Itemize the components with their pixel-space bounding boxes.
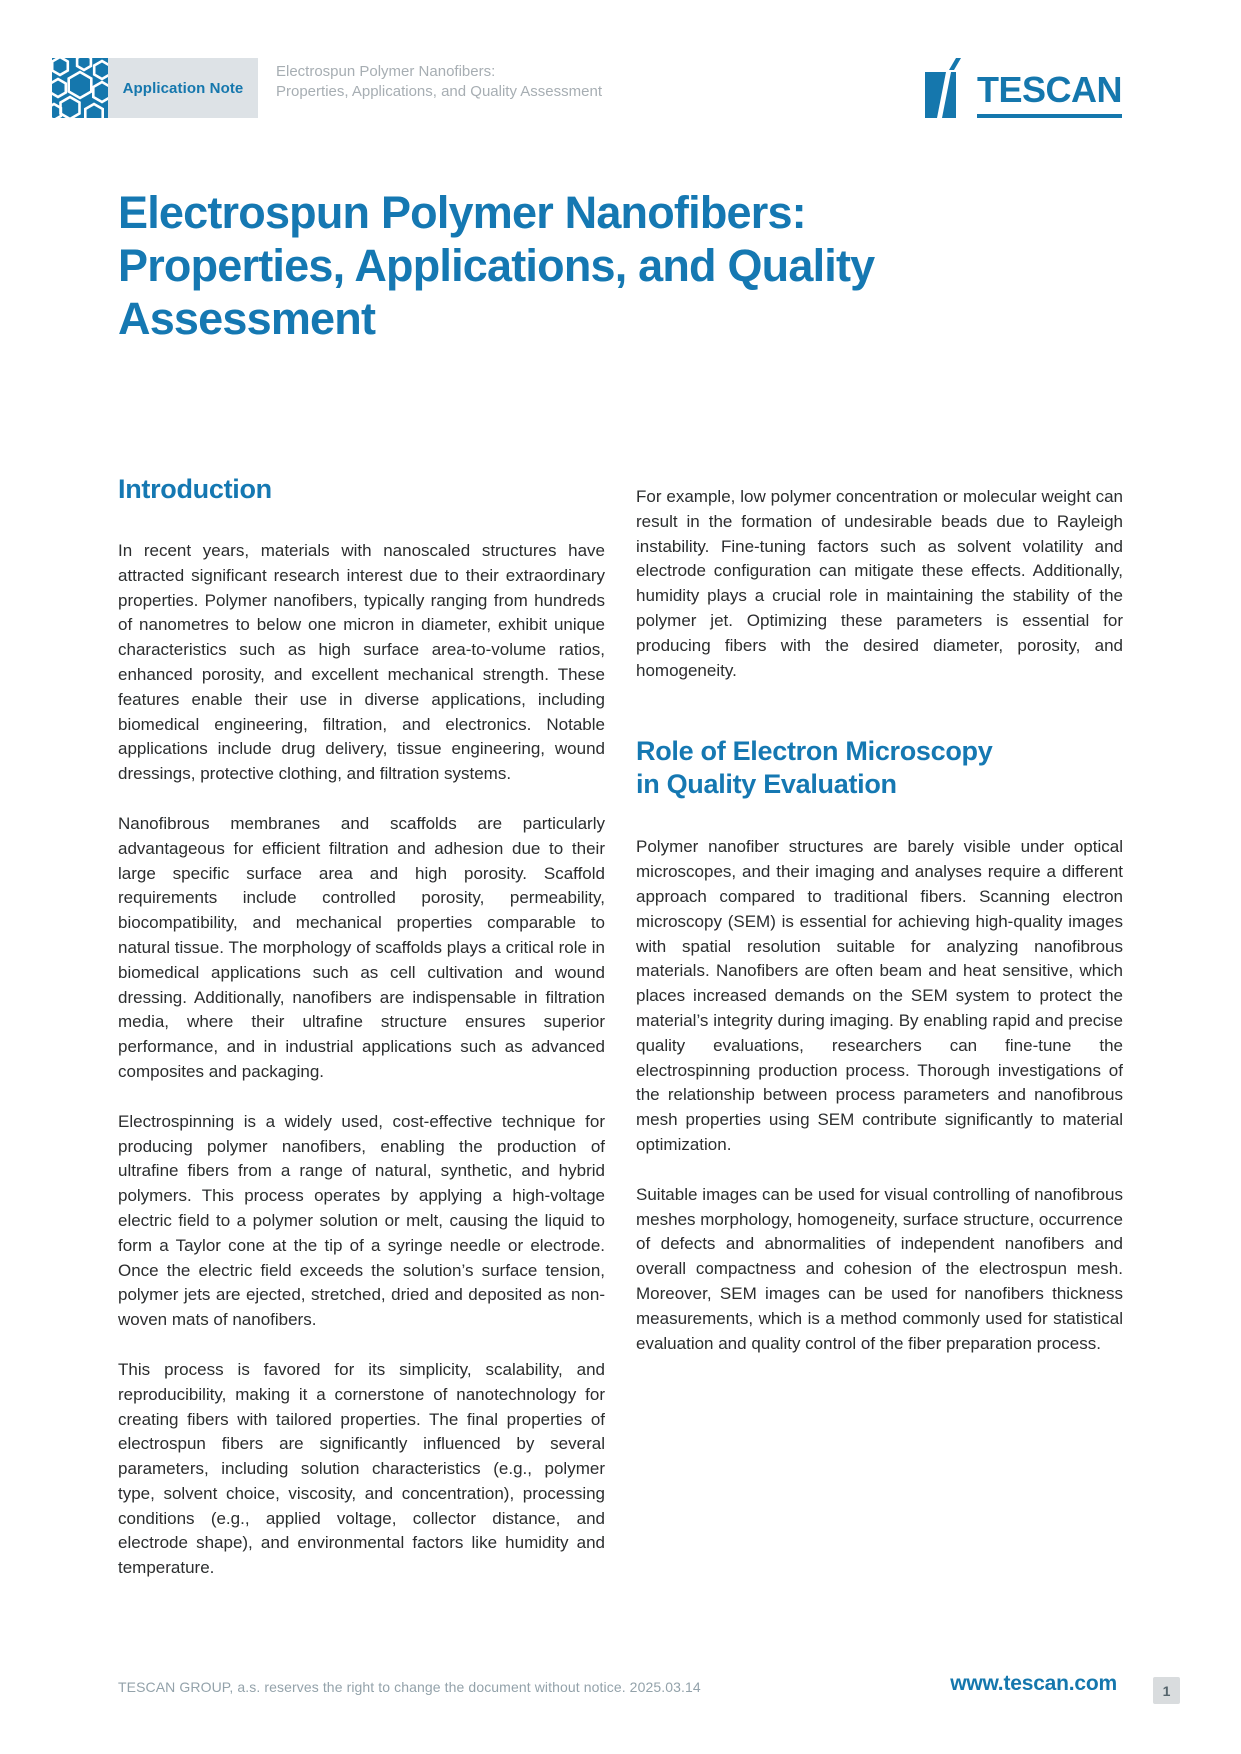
microscopy-heading-line1: Role of Electron Microscopy [636,736,993,767]
header-doc-title-line2: Properties, Applications, and Quality Assessment [276,83,603,100]
application-note-badge [108,58,258,118]
introduction-paragraph-3: Electrospinning is a widely used, cost-effective technique for producing polymer nanofibers, enabling the production of ultrafine fibers from a range of natural, synthetic, and hybrid polymers. This process operates by applying a high-voltage electric field to a polymer solution or melt, causing the liquid to form a Taylor cone at the tip of a syringe needle or electrode. Once the electric field exceeds the solution’s surface tension, polymer jets are ejected, stretched, dried and deposited as non-woven mats of nanofibers. [118,1111,605,1330]
footer-page-number: 1 [1153,1677,1180,1704]
parameters-paragraph: For example, low polymer concentration or molecular weight can result in the formation of undesirable beads due to Rayleigh instability. Fine-tuning factors such as solvent volatility and electrode configuration can mitigate these effects. Additionally, humidity plays a crucial role in maintaining the stability of the polymer jet. Optimizing these parameters is essential for producing fibers with the desired diameter, porosity, and homogeneity. [636,487,1123,680]
introduction-paragraph-2: Nanofibrous membranes and scaffolds are particularly advantageous for efficient filtration and adhesion due to their large specific surface area and high porosity. Scaffold requirements include controlled porosity, permeability, biocompatibility, and mechanical properties comparable to natural tissue. The morphology of scaffolds plays a critical role in biomedical applications such as cell cultivation and wound dressing. Additionally, nanofibers are indispensable in filtration media, where their ultrafine structure ensures superior performance, and in industrial applications such as advanced composites and packaging. [118,813,605,1081]
footer-disclaimer: TESCAN GROUP, a.s. reserves the right to change the document without notice. 2025.03.14 [118,1679,701,1695]
introduction-heading: Introduction [118,474,272,504]
microscopy-heading-line2: in Quality Evaluation [636,769,897,800]
header-doc-title-line1: Electrospun Polymer Nanofibers: [276,63,496,80]
tescan-wordmark: TESCAN [977,73,1122,118]
tescan-emblem-icon [925,58,961,118]
right-column [636,473,1123,1606]
footer-website-link[interactable]: www.tescan.com [950,1672,1117,1695]
hexagon-pattern-icon [52,58,108,118]
body-columns [118,473,1123,1606]
introduction-paragraph-1: In recent years, materials with nanoscaled structures have attracted significant research interest due to their extraordinary properties. Polymer nanofibers, typically ranging from hundreds of nanometres to below one micron in diameter, exhibit unique characteristics such as high surface area-to-volume ratios, enhanced porosity, and excellent mechanical strength. These features enable their use in diverse applications, including biomedical engineering, filtration, and electronics. Notable applications include drug delivery, tissue engineering, wound dressings, protective clothing, and filtration systems. [118,541,605,784]
page-title-line1: Electrospun Polymer Nanofibers: [118,187,806,238]
left-column [118,473,605,1606]
microscopy-paragraph-1: Polymer nanofiber structures are barely visible under optical microscopes, and their imaging and analyses require a different approach compared to traditional fibers. Scanning electron microscopy (SEM) is essential for achieving high-quality images with spatial resolution suitable for analyzing nanofibrous materials. Nanofibers are often beam and heat sensitive, which places increased demands on the SEM system to protect the material’s integrity during imaging. By enabling rapid and precise quality evaluations, researchers can fine-tune the electrospinning production process. Thorough investigations of the relationship between process parameters and nanofibrous mesh properties using SEM contribute significantly to material optimization. [636,837,1123,1154]
header-doc-title [276,62,602,102]
application-note-label: Application Note [122,79,244,97]
tescan-logo [925,58,1122,118]
microscopy-paragraph-2: Suitable images can be used for visual controlling of nanofibrous meshes morphology, homogeneity, surface structure, occurrence of defects and abnormalities of independent nanofibers and overall compactness and cohesion of the electrospun mesh. Moreover, SEM images can be used for nanofibers thickness measurements, which is a method commonly used for statistical evaluation and quality control of the fiber preparation process. [636,1184,1123,1353]
page-title [118,186,938,345]
introduction-paragraph-4: This process is favored for its simplicity, scalability, and reproducibility, making it a cornerstone of nanotechnology for creating fibers with tailored properties. The final properties of electrospun fibers are significantly influenced by several parameters, including solution characteristics (e.g., polymer type, solvent choice, viscosity, and concentration), processing conditions (e.g., applied voltage, collector distance, and electrode shape), and environmental factors like humidity and temperature. [118,1359,605,1578]
page-title-line3: Assessment [118,293,376,344]
page-title-line2: Properties, Applications, and Quality [118,240,875,291]
microscopy-heading [636,735,1123,801]
